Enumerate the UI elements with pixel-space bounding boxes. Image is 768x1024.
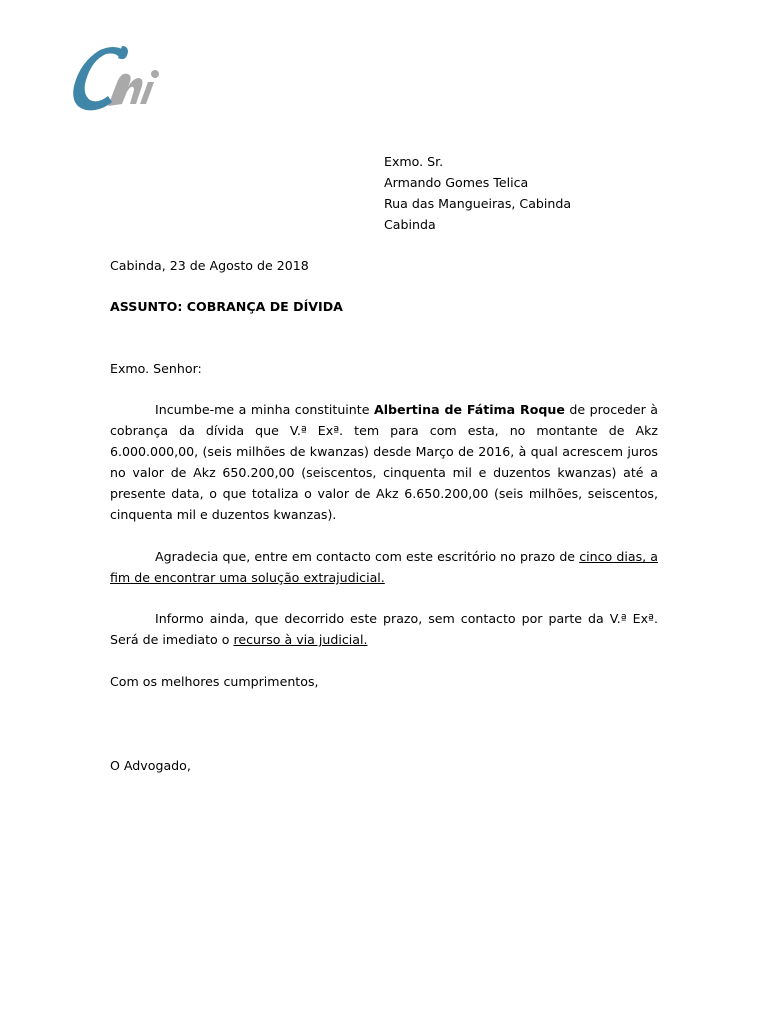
judicial-recourse-text: recurso à via judicial.: [233, 632, 368, 647]
letter-date: Cabinda, 23 de Agosto de 2018: [110, 258, 309, 273]
deadline-text: cinco dias, a fim de encontrar uma solução extrajudicial.: [110, 549, 658, 585]
addressee-city: Cabinda: [384, 217, 436, 232]
paragraph3-intro: Informo ainda, que decorrido este prazo, sem contacto por parte da V.ª Exª. Será de imediato o: [110, 611, 658, 647]
addressee-title: Exmo. Sr.: [384, 154, 444, 169]
paragraph-legal-warning: [110, 608, 658, 650]
addressee-name: Armando Gomes Telica: [384, 175, 529, 190]
company-logo: [68, 40, 160, 116]
logo-m-shape: [108, 74, 143, 106]
client-name: Albertina de Fátima Roque: [373, 402, 565, 417]
salutation: Exmo. Senhor:: [110, 361, 202, 376]
signoff-line: O Advogado,: [110, 758, 191, 773]
addressee-street: Rua das Mangueiras, Cabinda: [384, 196, 572, 211]
addressee-block: [384, 151, 571, 235]
paragraph2-intro: Agradecia que, entre em contacto com este escritório no prazo de: [155, 549, 580, 564]
paragraph-debt-details: [110, 399, 658, 525]
letter-subject: ASSUNTO: COBRANÇA DE DÍVIDA: [110, 299, 343, 314]
paragraph-request-contact: [110, 546, 658, 588]
closing-line: Com os melhores cumprimentos,: [110, 674, 319, 689]
paragraph1-intro: Incumbe-me a minha constituinte: [155, 402, 374, 417]
paragraph1-body: de proceder à cobrança da dívida que V.ª Exª. tem para com esta, no montante de Akz 6.000.000,00, (seis milhões de kwanzas) desde Março de 2016, à qual acrescem juros no valor de Akz 650.200,00 (seiscentos, cinquenta mil e duzentos kwanzas) até a presente data, o que totaliza o valor de Akz 6.650.200,00 (seis milhões, seiscentos, cinquenta mil e duzentos kwanzas).: [110, 402, 659, 522]
logo-i-dot: [151, 70, 159, 78]
